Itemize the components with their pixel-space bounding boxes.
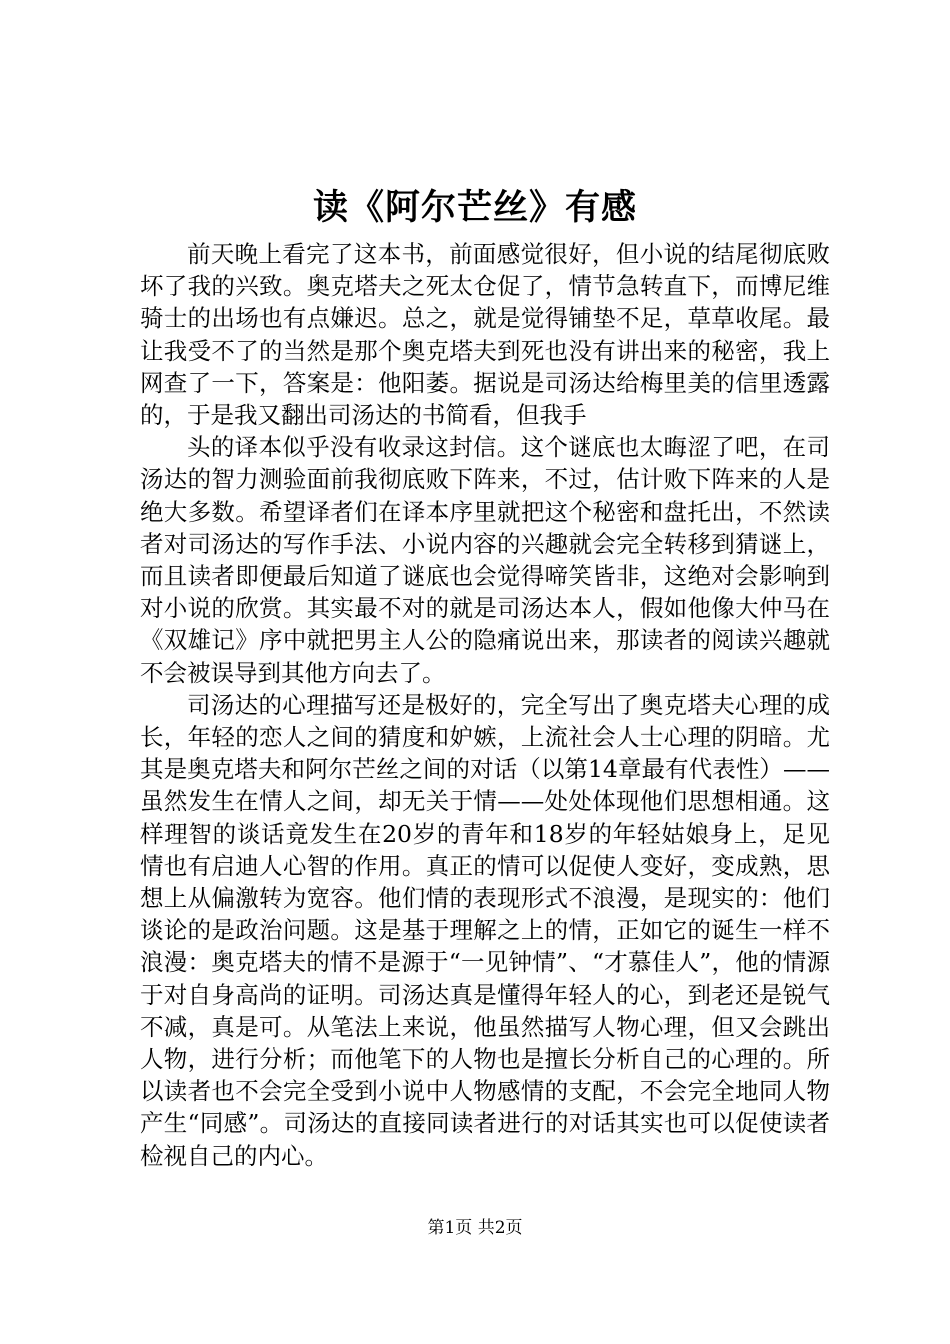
paragraph-2: 头的译本似乎没有收录这封信。这个谜底也太晦涩了吧，在司汤达的智力测验面前我彻底败下阵来，不过，估计败下阵来的人是绝大多数。希望译者们在译本序里就把这个秘密和盘托出，不然读者对司汤达的写作手法、小说内容的兴趣就会完全转移到猜谜上，而且读者即便最后知道了谜底也会觉得啼笑皆非，这绝对会影响到对小说的欣赏。其实最不对的就是司汤达本人，假如他像大仲马在《双雄记》序中就把男主人公的隐痛说出来，那读者的阅读兴趣就不会被误导到其他方向去了。 bbox=[140, 433, 830, 687]
paragraph-1: 前天晚上看完了这本书，前面感觉很好，但小说的结尾彻底败坏了我的兴致。奥克塔夫之死太仓促了，情节急转直下，而博尼维骑士的出场也有点嫌迟。总之，就是觉得铺垫不足，草草收尾。最让我受不了的当然是那个奥克塔夫到死也没有讲出来的秘密，我上网查了一下，答案是：他阳萎。据说是司汤达给梅里美的信里透露的，于是我又翻出司汤达的书简看，但我手 bbox=[140, 240, 830, 430]
document-body bbox=[140, 238, 830, 1172]
paragraph-3: 司汤达的心理描写还是极好的，完全写出了奥克塔夫心理的成长，年轻的恋人之间的猜度和妒嫉，上流社会人士心理的阴暗。尤其是奥克塔夫和阿尔芒丝之间的对话（以第14章最有代表性）——虽然发生在情人之间，却无关于情——处处体现他们思想相通。这样理智的谈话竟发生在20岁的青年和18岁的年轻姑娘身上，足见情也有启迪人心智的作用。真正的情可以促使人变好，变成熟，思想上从偏激转为宽容。他们情的表现形式不浪漫，是现实的：他们谈论的是政治问题。这是基于理解之上的情，正如它的诞生一样不浪漫：奥克塔夫的情不是源于“一见钟情”、“才慕佳人”，他的情源于对自身高尚的证明。司汤达真是懂得年轻人的心，到老还是锐气不减，真是可。从笔法上来说，他虽然描写人物心理，但又会跳出人物，进行分析；而他笔下的人物也是擅长分析自己的心理的。所以读者也不会完全受到小说中人物感情的支配，不会完全地同人物产生“同感”。司汤达的直接同读者进行的对话其实也可以促使读者检视自己的内心。 bbox=[140, 690, 830, 1170]
page-title: 读《阿尔芒丝》有感 bbox=[312, 187, 637, 228]
page-footer: 第1页 共2页 bbox=[427, 1218, 523, 1238]
